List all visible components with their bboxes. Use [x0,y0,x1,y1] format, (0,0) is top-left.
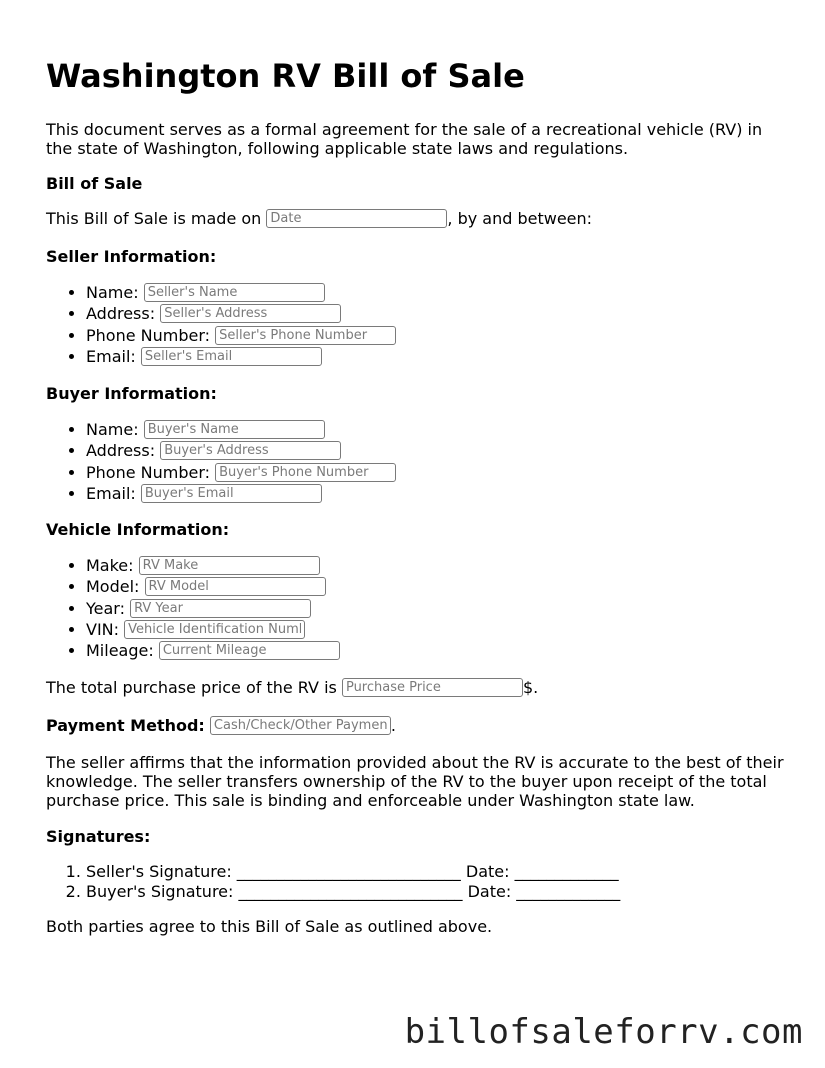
buyer-address-label: Address: [86,441,156,461]
buyer-email-field[interactable] [141,484,322,503]
buyer-email-label: Email: [86,483,136,503]
vehicle-make-field[interactable] [139,556,320,575]
payment-method-line [46,716,396,737]
seller-name-field[interactable] [144,283,325,302]
payment-method-suffix: . [390,716,397,735]
list-item [86,555,340,576]
buyer-address-field[interactable] [160,441,341,460]
seller-phone-field[interactable] [215,326,396,345]
vehicle-info-heading: Vehicle Information: [46,520,230,539]
vehicle-make-label: Make: [86,556,134,575]
seller-address-label: Address: [86,304,156,324]
buyer-phone-label: Phone Number: [86,462,211,482]
seller-email-label: Email: [86,346,136,366]
buyer-info-list [46,419,396,504]
intro-paragraph: This document serves as a formal agreement for the sale of a recreational vehicle (RV) in the state of Washington, following applicable state laws and regulations. [46,120,763,158]
purchase-price-prefix: The total purchase price of the RV is [46,678,337,697]
buyer-name-field[interactable] [144,420,325,439]
buyer-signature-line: 2. Buyer's Signature: ____________________________ Date: _____________ [86,882,620,902]
vehicle-info-list [46,555,340,661]
footer-watermark: billofsaleforrv.com [404,1012,803,1052]
seller-email-field[interactable] [141,347,322,366]
closing-statement: Both parties agree to this Bill of Sale as outlined above. [46,917,493,936]
bill-of-sale-heading: Bill of Sale [46,174,143,193]
purchase-price-line [46,678,538,699]
vehicle-year-label: Year: [86,598,125,618]
signatures-list [46,862,620,901]
vehicle-model-field[interactable] [145,577,326,596]
list-item [86,325,396,346]
list-item [86,619,340,640]
seller-info-heading: Seller Information: [46,247,217,266]
purchase-price-suffix: $. [522,678,539,697]
list-item [86,419,396,440]
list-item [86,462,396,483]
buyer-info-heading: Buyer Information: [46,384,217,403]
page-title: Washington RV Bill of Sale [46,57,525,95]
buyer-phone-field[interactable] [215,463,396,482]
list-item [86,598,340,619]
affirmation-paragraph: The seller affirms that the information provided about the RV is accurate to the best of their knowledge. The seller transfers ownership of the RV to the buyer upon receipt of the total purchase price. This sale is binding and enforceable under Washington state law. [46,753,784,810]
seller-signature-line: 1. Seller's Signature: ____________________________ Date: _____________ [86,862,620,882]
vehicle-mileage-field[interactable] [159,641,340,660]
vehicle-vin-field[interactable] [124,620,305,639]
seller-info-list [46,282,396,367]
seller-phone-label: Phone Number: [86,325,211,345]
seller-address-field[interactable] [160,304,341,323]
list-item [86,576,340,597]
list-item [86,303,396,324]
made-on-suffix: , by and between: [447,209,593,228]
list-item [86,282,396,303]
list-item [86,640,340,661]
sale-date-field[interactable] [266,209,447,228]
vehicle-mileage-label: Mileage: [86,641,154,661]
made-on-line [46,209,592,230]
payment-method-label: Payment Method: [46,716,205,735]
signatures-heading: Signatures: [46,827,151,846]
vehicle-year-field[interactable] [130,599,311,618]
vehicle-model-label: Model: [86,577,140,597]
list-item [86,483,396,504]
vehicle-vin-label: VIN: [86,619,120,639]
payment-method-field[interactable] [210,716,391,735]
seller-name-label: Name: [86,283,139,302]
made-on-prefix: This Bill of Sale is made on [46,209,262,228]
buyer-name-label: Name: [86,420,139,439]
purchase-price-field[interactable] [342,678,523,697]
list-item [86,346,396,367]
list-item [86,440,396,461]
